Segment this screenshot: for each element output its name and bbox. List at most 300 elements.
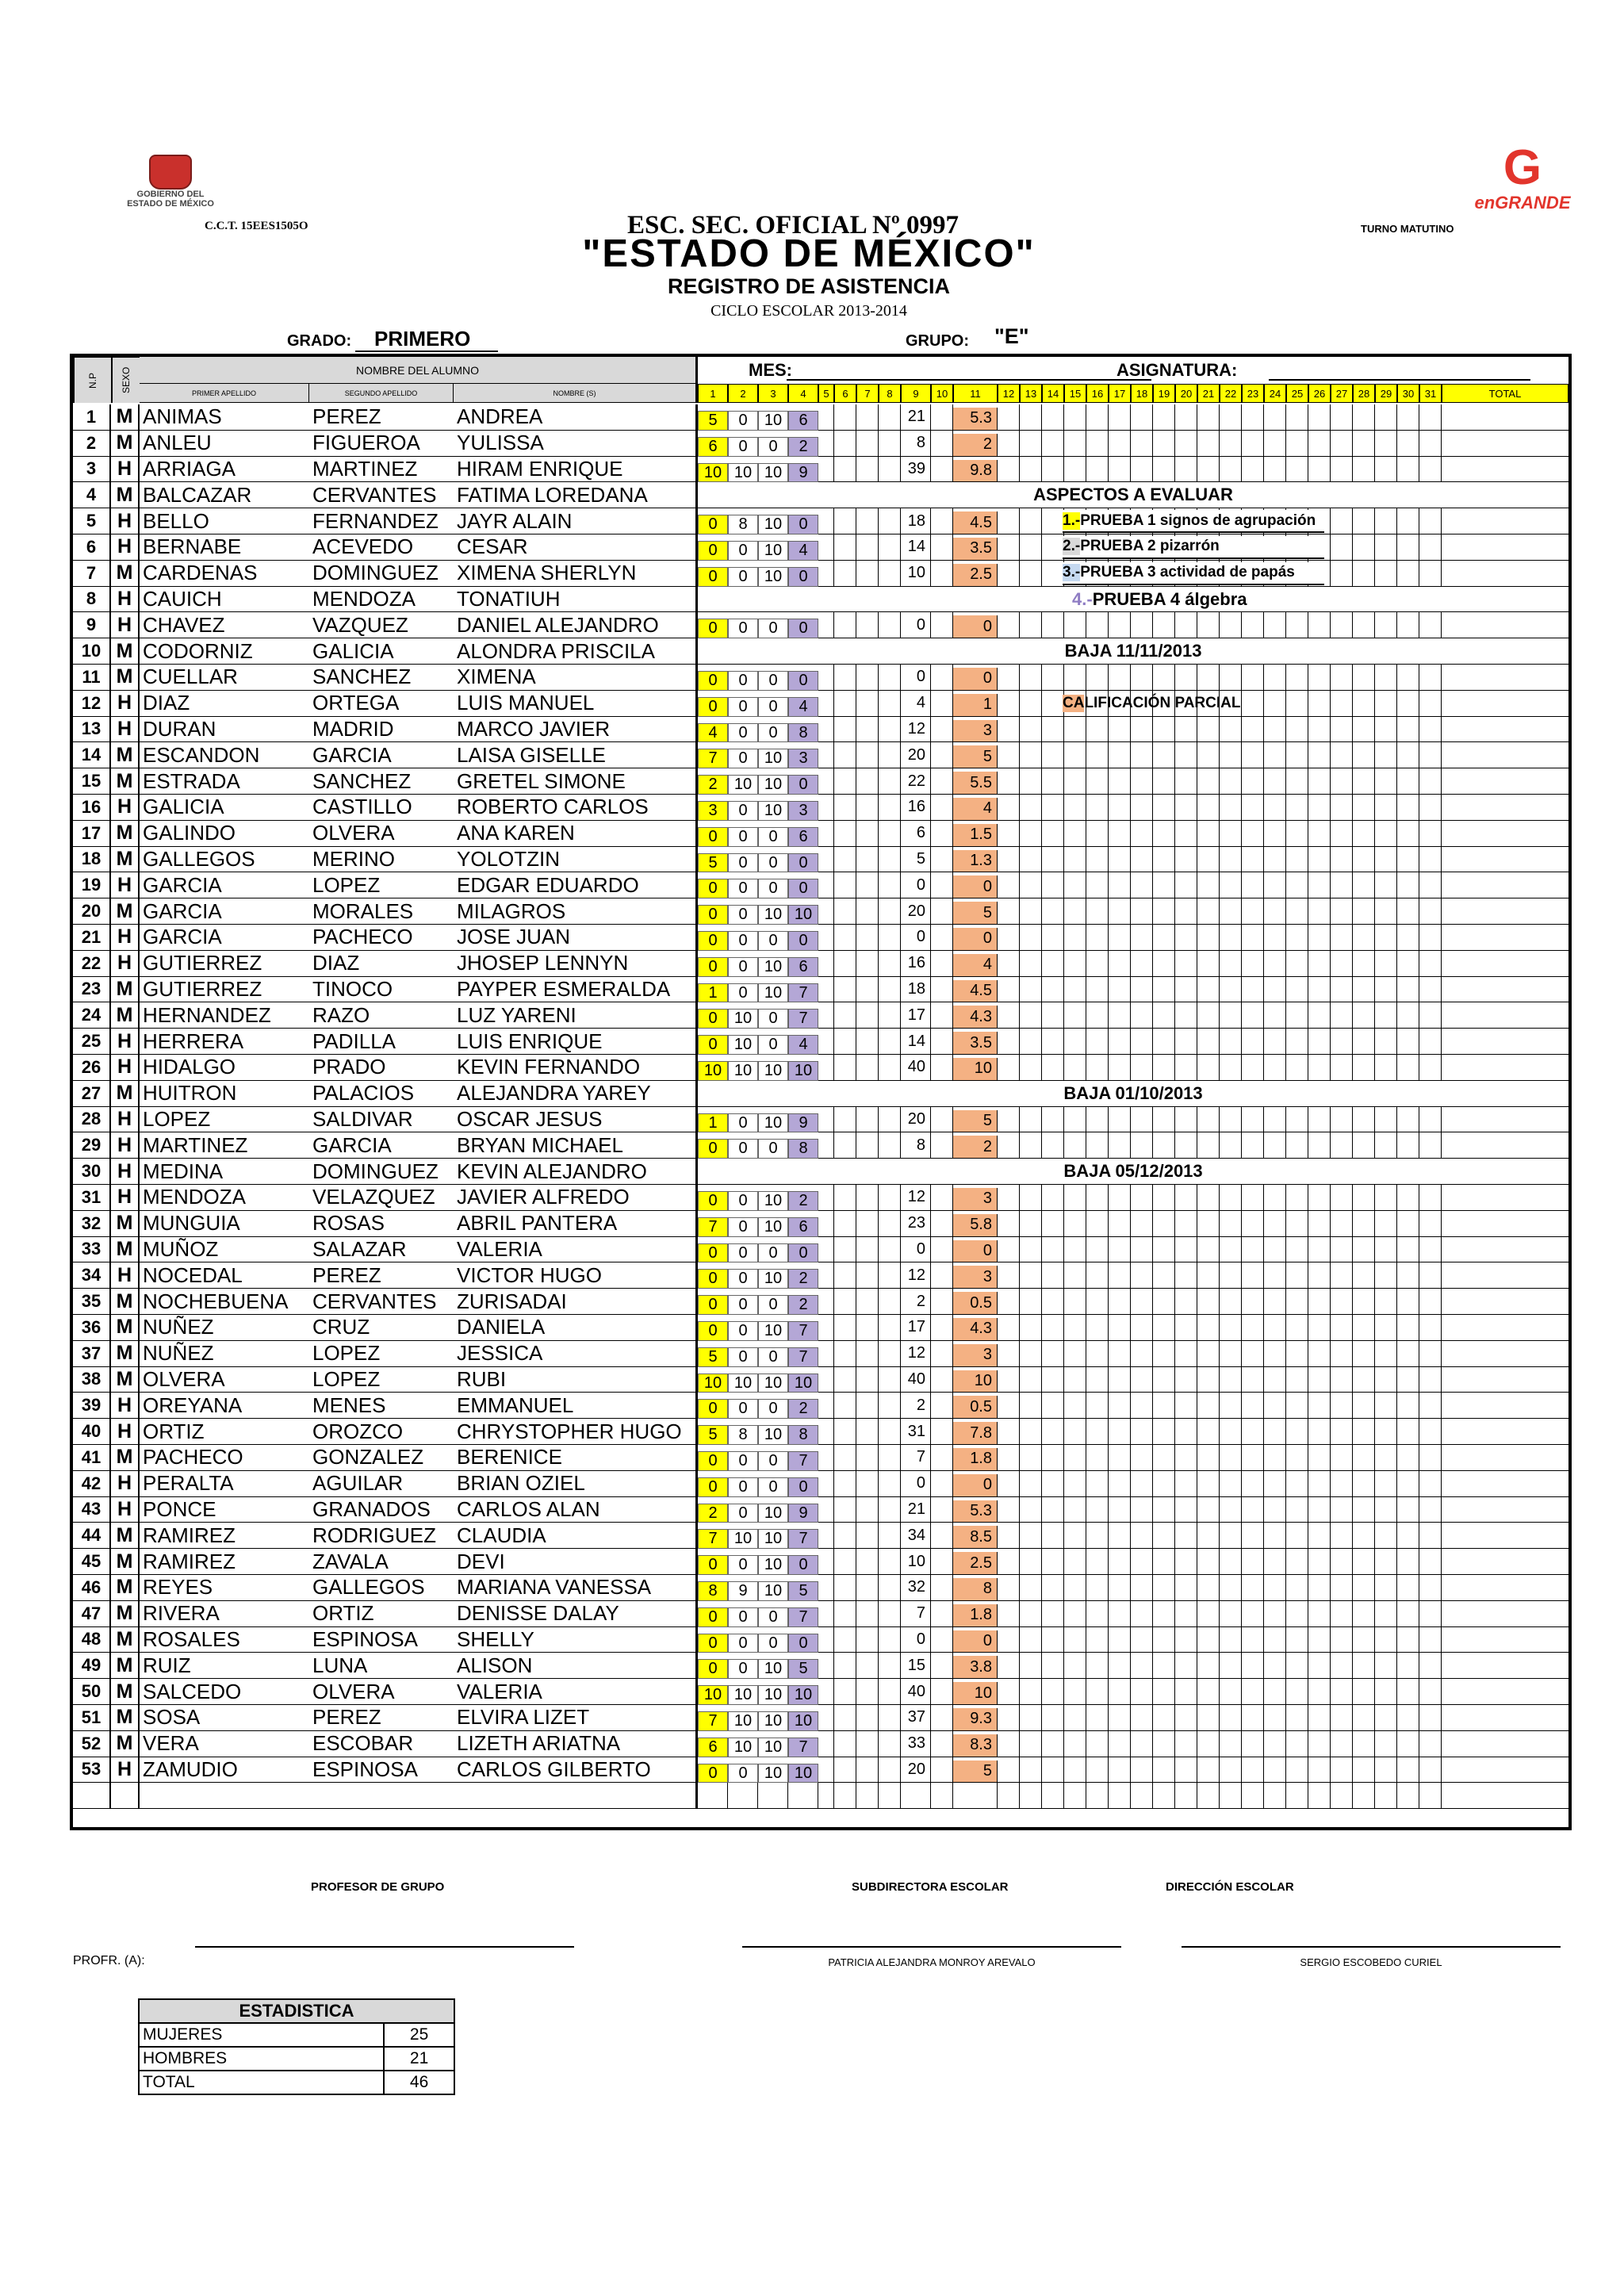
day-cell[interactable]	[1286, 665, 1308, 691]
day-cell[interactable]: 7.8	[953, 1422, 998, 1445]
day-cell[interactable]	[1242, 1315, 1264, 1341]
day-cell[interactable]	[1020, 1471, 1042, 1497]
day-cell[interactable]: 0	[788, 1634, 818, 1653]
day-cell[interactable]	[1286, 1575, 1308, 1601]
day-cell[interactable]: 0	[758, 1451, 788, 1471]
day-cell[interactable]	[1220, 457, 1242, 483]
day-cell[interactable]	[1419, 1757, 1442, 1784]
day-cell[interactable]	[1220, 1731, 1242, 1757]
day-cell[interactable]	[1220, 1029, 1242, 1055]
day-cell[interactable]	[1042, 1731, 1064, 1757]
day-cell[interactable]	[998, 872, 1020, 898]
day-cell[interactable]	[856, 508, 879, 534]
day-cell[interactable]	[1086, 1783, 1109, 1809]
day-cell[interactable]: 0	[698, 1321, 728, 1341]
day-cell[interactable]	[1131, 1523, 1153, 1549]
day-cell[interactable]	[879, 691, 901, 717]
day-cell[interactable]	[1331, 1523, 1353, 1549]
day-cell[interactable]	[1153, 872, 1175, 898]
day-cell[interactable]	[1308, 1211, 1331, 1237]
day-cell[interactable]	[1153, 431, 1175, 457]
day-cell[interactable]	[1264, 1029, 1286, 1055]
day-cell[interactable]	[856, 1679, 879, 1705]
day-cell[interactable]	[1397, 925, 1419, 951]
day-cell[interactable]	[1353, 1367, 1375, 1393]
day-cell[interactable]	[834, 1029, 856, 1055]
day-cell[interactable]	[1419, 1705, 1442, 1731]
day-cell[interactable]	[931, 665, 953, 691]
day-cell[interactable]	[1375, 1107, 1397, 1133]
day-cell[interactable]	[879, 1783, 901, 1809]
day-cell[interactable]	[1020, 1575, 1042, 1601]
day-cell[interactable]	[1308, 1107, 1331, 1133]
day-cell[interactable]	[1131, 925, 1153, 951]
day-cell[interactable]	[818, 508, 834, 534]
day-cell[interactable]: 0.5	[953, 1292, 998, 1315]
day-cell[interactable]	[1042, 977, 1064, 1003]
day-cell[interactable]	[818, 898, 834, 925]
day-cell[interactable]	[818, 1367, 834, 1393]
day-cell[interactable]: 0	[788, 671, 818, 691]
day-cell[interactable]	[1375, 1575, 1397, 1601]
day-cell[interactable]	[834, 561, 856, 587]
day-cell[interactable]	[998, 561, 1020, 587]
day-cell[interactable]	[1220, 1601, 1242, 1627]
day-cell[interactable]	[1331, 1653, 1353, 1679]
day-cell[interactable]	[1397, 742, 1419, 768]
day-cell[interactable]	[879, 1627, 901, 1653]
day-cell[interactable]	[1375, 977, 1397, 1003]
day-cell[interactable]: 3.8	[953, 1656, 998, 1679]
day-cell[interactable]	[1353, 665, 1375, 691]
day-cell[interactable]: 0	[728, 619, 758, 638]
day-cell[interactable]: 0	[698, 567, 728, 587]
day-cell[interactable]	[1042, 1289, 1064, 1315]
day-cell[interactable]	[818, 1523, 834, 1549]
day-cell[interactable]	[998, 1523, 1020, 1549]
day-cell[interactable]	[1109, 1471, 1131, 1497]
day-cell[interactable]	[1109, 1705, 1131, 1731]
day-cell[interactable]	[1397, 977, 1419, 1003]
day-cell[interactable]	[1197, 431, 1220, 457]
day-cell[interactable]	[1131, 1289, 1153, 1315]
day-cell[interactable]	[1220, 404, 1242, 431]
day-cell[interactable]	[1175, 1757, 1197, 1784]
day-cell[interactable]	[1197, 665, 1220, 691]
day-cell[interactable]: 0	[728, 1399, 758, 1419]
day-cell[interactable]	[1286, 1679, 1308, 1705]
day-cell[interactable]	[1109, 795, 1131, 821]
day-cell[interactable]	[931, 691, 953, 717]
day-cell[interactable]: 0	[698, 1659, 728, 1679]
day-cell[interactable]	[1109, 1185, 1131, 1211]
day-cell[interactable]	[931, 1471, 953, 1497]
day-cell[interactable]	[856, 1185, 879, 1211]
day-cell[interactable]: 7	[698, 1529, 728, 1549]
day-cell[interactable]	[1042, 1185, 1064, 1211]
day-cell[interactable]	[1109, 1731, 1131, 1757]
day-cell[interactable]	[1286, 847, 1308, 873]
day-cell[interactable]	[1397, 691, 1419, 717]
day-cell[interactable]	[834, 1783, 856, 1809]
day-cell[interactable]	[1153, 1315, 1175, 1341]
day-cell[interactable]	[1331, 534, 1353, 561]
day-cell[interactable]	[1242, 1289, 1264, 1315]
day-cell[interactable]: 2	[901, 1393, 931, 1419]
day-cell[interactable]	[1064, 1679, 1086, 1705]
day-cell[interactable]	[1419, 898, 1442, 925]
day-cell[interactable]: 0	[788, 515, 818, 534]
day-cell[interactable]	[1197, 457, 1220, 483]
day-cell[interactable]	[1308, 1262, 1331, 1289]
day-cell[interactable]: 10	[728, 775, 758, 795]
day-cell[interactable]	[1020, 1029, 1042, 1055]
day-cell[interactable]	[1308, 1653, 1331, 1679]
day-cell[interactable]	[1220, 1185, 1242, 1211]
day-cell[interactable]	[856, 457, 879, 483]
day-cell[interactable]	[1308, 1341, 1331, 1367]
day-cell[interactable]	[818, 457, 834, 483]
day-cell[interactable]	[1331, 1341, 1353, 1367]
day-cell[interactable]	[1220, 1497, 1242, 1523]
day-cell[interactable]	[1175, 1315, 1197, 1341]
day-cell[interactable]	[1264, 1471, 1286, 1497]
day-cell[interactable]	[1064, 951, 1086, 977]
day-cell[interactable]	[1109, 1627, 1131, 1653]
day-cell[interactable]	[1042, 898, 1064, 925]
day-cell[interactable]	[834, 795, 856, 821]
day-cell[interactable]	[1020, 821, 1042, 847]
day-cell[interactable]: 1.8	[953, 1604, 998, 1627]
day-cell[interactable]	[856, 431, 879, 457]
day-cell[interactable]: 10	[698, 463, 728, 483]
day-cell[interactable]	[1042, 1002, 1064, 1029]
day-cell[interactable]	[1308, 1445, 1331, 1471]
day-cell[interactable]: 18	[901, 977, 931, 1003]
day-cell[interactable]	[1397, 534, 1419, 561]
day-cell[interactable]	[1331, 1471, 1353, 1497]
day-cell[interactable]: 12	[901, 717, 931, 743]
day-cell[interactable]	[1086, 1029, 1109, 1055]
day-cell[interactable]	[1286, 742, 1308, 768]
day-cell[interactable]	[1286, 1601, 1308, 1627]
day-cell[interactable]	[834, 1002, 856, 1029]
day-cell[interactable]: 7	[788, 1607, 818, 1627]
day-cell[interactable]	[1353, 1315, 1375, 1341]
day-cell[interactable]	[1153, 1262, 1175, 1289]
day-cell[interactable]	[818, 1002, 834, 1029]
day-cell[interactable]: 10	[758, 1217, 788, 1237]
day-cell[interactable]	[818, 1705, 834, 1731]
day-cell[interactable]	[1109, 1757, 1131, 1784]
day-cell[interactable]	[818, 717, 834, 743]
day-cell[interactable]	[834, 534, 856, 561]
day-cell[interactable]: 10	[758, 905, 788, 925]
day-cell[interactable]	[818, 872, 834, 898]
day-cell[interactable]	[1086, 1393, 1109, 1419]
day-cell[interactable]	[1419, 1002, 1442, 1029]
day-cell[interactable]	[1375, 1523, 1397, 1549]
day-cell[interactable]	[1264, 1341, 1286, 1367]
day-cell[interactable]	[1020, 561, 1042, 587]
day-cell[interactable]	[1375, 1211, 1397, 1237]
day-cell[interactable]: 0	[758, 1634, 788, 1653]
day-cell[interactable]	[1286, 872, 1308, 898]
day-cell[interactable]	[1197, 717, 1220, 743]
day-cell[interactable]	[998, 691, 1020, 717]
day-cell[interactable]: 0	[728, 931, 758, 951]
day-cell[interactable]	[856, 691, 879, 717]
day-cell[interactable]	[818, 1549, 834, 1575]
day-cell[interactable]: 20	[901, 742, 931, 768]
day-cell[interactable]	[1131, 1262, 1153, 1289]
day-cell[interactable]	[1419, 1211, 1442, 1237]
day-cell[interactable]	[1197, 1653, 1220, 1679]
day-cell[interactable]	[1175, 1575, 1197, 1601]
day-cell[interactable]	[1353, 1211, 1375, 1237]
day-cell[interactable]	[1064, 898, 1086, 925]
day-cell[interactable]	[1042, 872, 1064, 898]
day-cell[interactable]	[1242, 431, 1264, 457]
day-cell[interactable]	[1397, 404, 1419, 431]
day-cell[interactable]	[1308, 1419, 1331, 1445]
day-cell[interactable]	[1331, 1679, 1353, 1705]
day-cell[interactable]	[856, 1653, 879, 1679]
day-cell[interactable]: 5.3	[953, 408, 998, 431]
day-cell[interactable]	[1397, 1107, 1419, 1133]
day-cell[interactable]: 0	[901, 925, 931, 951]
day-cell[interactable]: 0	[728, 723, 758, 743]
day-cell[interactable]	[1153, 1211, 1175, 1237]
day-cell[interactable]	[1264, 898, 1286, 925]
day-cell[interactable]	[998, 1705, 1020, 1731]
day-cell[interactable]: 3	[953, 1266, 998, 1289]
day-cell[interactable]	[1175, 1107, 1197, 1133]
day-cell[interactable]	[998, 1315, 1020, 1341]
day-cell[interactable]	[1197, 1107, 1220, 1133]
day-cell[interactable]	[1286, 795, 1308, 821]
day-cell[interactable]	[1042, 1653, 1064, 1679]
day-cell[interactable]	[1419, 1107, 1442, 1133]
day-cell[interactable]: 0	[953, 1630, 998, 1653]
day-cell[interactable]	[1020, 1757, 1042, 1784]
day-cell[interactable]: 6	[788, 411, 818, 431]
day-cell[interactable]	[879, 1132, 901, 1159]
day-cell[interactable]: 0	[788, 1477, 818, 1497]
day-cell[interactable]: 0	[698, 1009, 728, 1029]
day-cell[interactable]	[1175, 1211, 1197, 1237]
day-cell[interactable]: 1.8	[953, 1448, 998, 1471]
day-cell[interactable]	[1375, 1549, 1397, 1575]
day-cell[interactable]: 0	[698, 931, 728, 951]
day-cell[interactable]	[1197, 1705, 1220, 1731]
day-cell[interactable]	[1197, 1029, 1220, 1055]
day-cell[interactable]	[1220, 1705, 1242, 1731]
day-cell[interactable]	[998, 742, 1020, 768]
day-cell[interactable]	[1086, 1549, 1109, 1575]
day-cell[interactable]	[1086, 1679, 1109, 1705]
day-cell[interactable]	[856, 1783, 879, 1809]
day-cell[interactable]	[998, 1445, 1020, 1471]
day-cell[interactable]	[1331, 925, 1353, 951]
day-cell[interactable]	[856, 1497, 879, 1523]
day-cell[interactable]	[1375, 1002, 1397, 1029]
day-cell[interactable]	[1264, 1262, 1286, 1289]
day-cell[interactable]	[1109, 925, 1131, 951]
day-cell[interactable]	[1064, 847, 1086, 873]
day-cell[interactable]: 0	[698, 827, 728, 847]
day-cell[interactable]	[818, 1211, 834, 1237]
day-cell[interactable]	[1397, 1627, 1419, 1653]
day-cell[interactable]: 21	[901, 1497, 931, 1523]
day-cell[interactable]: 0	[901, 1627, 931, 1653]
day-cell[interactable]	[834, 1237, 856, 1263]
day-cell[interactable]	[1220, 1679, 1242, 1705]
day-cell[interactable]	[818, 1185, 834, 1211]
day-cell[interactable]	[1419, 431, 1442, 457]
day-cell[interactable]	[879, 1367, 901, 1393]
day-cell[interactable]	[1331, 768, 1353, 795]
day-cell[interactable]	[834, 431, 856, 457]
day-cell[interactable]	[1242, 1757, 1264, 1784]
day-cell[interactable]: 10	[758, 1711, 788, 1731]
day-cell[interactable]: 0	[788, 879, 818, 898]
day-cell[interactable]	[998, 1679, 1020, 1705]
day-cell[interactable]: 7	[788, 1529, 818, 1549]
day-cell[interactable]	[879, 1211, 901, 1237]
day-cell[interactable]: 34	[901, 1523, 931, 1549]
day-cell[interactable]	[1331, 1211, 1353, 1237]
day-cell[interactable]	[1175, 1471, 1197, 1497]
day-cell[interactable]	[879, 1289, 901, 1315]
day-cell[interactable]	[1353, 1185, 1375, 1211]
day-cell[interactable]	[1419, 404, 1442, 431]
day-cell[interactable]	[1397, 1679, 1419, 1705]
day-cell[interactable]: 2	[788, 1399, 818, 1419]
day-cell[interactable]	[1175, 1783, 1197, 1809]
day-cell[interactable]	[1331, 561, 1353, 587]
day-cell[interactable]: 0	[758, 723, 788, 743]
day-cell[interactable]: 2	[901, 1289, 931, 1315]
day-cell[interactable]	[1242, 821, 1264, 847]
day-cell[interactable]	[879, 1523, 901, 1549]
day-cell[interactable]	[818, 847, 834, 873]
day-cell[interactable]: 7	[698, 1711, 728, 1731]
day-cell[interactable]	[1109, 1549, 1131, 1575]
day-cell[interactable]	[1020, 1497, 1042, 1523]
day-cell[interactable]	[1375, 1731, 1397, 1757]
day-cell[interactable]	[1331, 1783, 1353, 1809]
day-cell[interactable]	[1153, 1471, 1175, 1497]
day-cell[interactable]	[1331, 951, 1353, 977]
day-cell[interactable]	[1109, 431, 1131, 457]
day-cell[interactable]	[1086, 1705, 1109, 1731]
day-cell[interactable]	[931, 847, 953, 873]
day-cell[interactable]	[1220, 1367, 1242, 1393]
day-cell[interactable]: 9.8	[953, 460, 998, 483]
day-cell[interactable]	[834, 1653, 856, 1679]
day-cell[interactable]	[1419, 1315, 1442, 1341]
day-cell[interactable]	[1308, 1315, 1331, 1341]
day-cell[interactable]	[1153, 1002, 1175, 1029]
day-cell[interactable]	[1020, 1211, 1042, 1237]
day-cell[interactable]	[834, 1393, 856, 1419]
day-cell[interactable]	[1308, 1575, 1331, 1601]
day-cell[interactable]	[1109, 1497, 1131, 1523]
day-cell[interactable]	[1131, 1315, 1153, 1341]
day-cell[interactable]	[1353, 1705, 1375, 1731]
day-cell[interactable]	[818, 795, 834, 821]
day-cell[interactable]	[818, 665, 834, 691]
day-cell[interactable]: 0	[758, 437, 788, 457]
day-cell[interactable]	[1264, 1419, 1286, 1445]
day-cell[interactable]	[834, 508, 856, 534]
day-cell[interactable]	[1109, 1419, 1131, 1445]
day-cell[interactable]	[931, 768, 953, 795]
day-cell[interactable]	[1042, 431, 1064, 457]
day-cell[interactable]	[856, 872, 879, 898]
day-cell[interactable]	[1086, 872, 1109, 898]
day-cell[interactable]	[1220, 1445, 1242, 1471]
day-cell[interactable]	[1242, 1549, 1264, 1575]
day-cell[interactable]: 0	[728, 1269, 758, 1289]
day-cell[interactable]	[818, 1237, 834, 1263]
day-cell[interactable]	[1264, 1132, 1286, 1159]
day-cell[interactable]: 2	[788, 437, 818, 457]
day-cell[interactable]	[1042, 1601, 1064, 1627]
day-cell[interactable]	[1131, 1055, 1153, 1081]
day-cell[interactable]	[1153, 1445, 1175, 1471]
day-cell[interactable]	[1375, 1419, 1397, 1445]
day-cell[interactable]	[998, 1757, 1020, 1784]
day-cell[interactable]	[1353, 821, 1375, 847]
day-cell[interactable]	[1064, 1757, 1086, 1784]
day-cell[interactable]	[1397, 612, 1419, 638]
day-cell[interactable]	[998, 1627, 1020, 1653]
day-cell[interactable]	[1397, 1419, 1419, 1445]
day-cell[interactable]	[1197, 977, 1220, 1003]
day-cell[interactable]	[1042, 1211, 1064, 1237]
day-cell[interactable]	[931, 925, 953, 951]
day-cell[interactable]	[1153, 1185, 1175, 1211]
day-cell[interactable]	[1419, 691, 1442, 717]
day-cell[interactable]	[1331, 1237, 1353, 1263]
day-cell[interactable]	[1220, 742, 1242, 768]
day-cell[interactable]	[1220, 717, 1242, 743]
day-cell[interactable]	[1131, 1393, 1153, 1419]
day-cell[interactable]	[1131, 1341, 1153, 1367]
day-cell[interactable]: 33	[901, 1731, 931, 1757]
day-cell[interactable]	[1353, 1055, 1375, 1081]
day-cell[interactable]: 4	[788, 697, 818, 717]
day-cell[interactable]	[818, 612, 834, 638]
day-cell[interactable]	[834, 1367, 856, 1393]
day-cell[interactable]	[1353, 795, 1375, 821]
day-cell[interactable]	[1220, 795, 1242, 821]
day-cell[interactable]	[1131, 742, 1153, 768]
day-cell[interactable]	[818, 1262, 834, 1289]
day-cell[interactable]	[1419, 821, 1442, 847]
day-cell[interactable]	[834, 1705, 856, 1731]
day-cell[interactable]	[1064, 742, 1086, 768]
day-cell[interactable]	[1286, 951, 1308, 977]
day-cell[interactable]	[931, 457, 953, 483]
day-cell[interactable]: 10	[728, 1061, 758, 1081]
day-cell[interactable]	[1064, 1315, 1086, 1341]
day-cell[interactable]	[1197, 1731, 1220, 1757]
day-cell[interactable]	[1264, 742, 1286, 768]
day-cell[interactable]	[1264, 1575, 1286, 1601]
